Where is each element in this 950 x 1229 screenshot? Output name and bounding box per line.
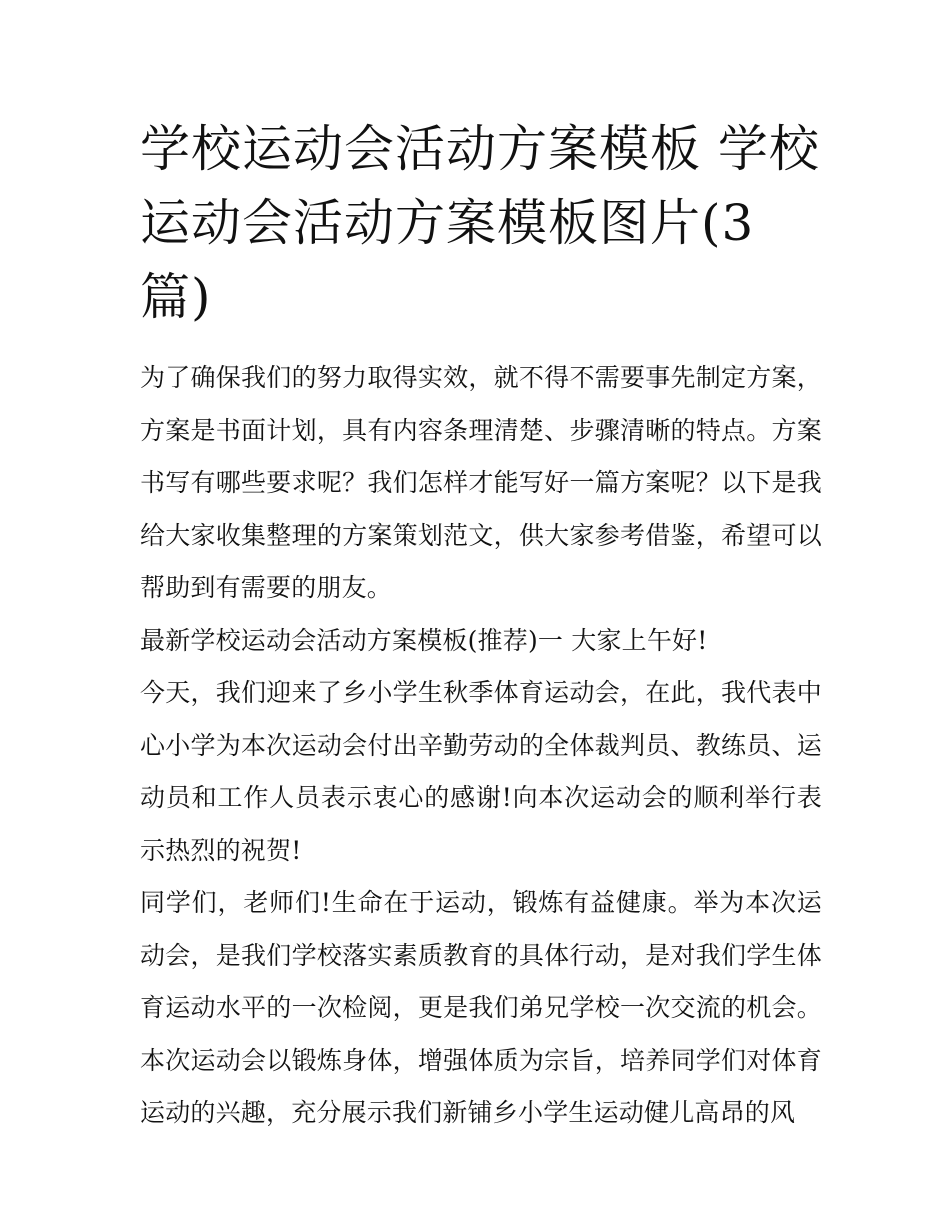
section-heading-paragraph: 最新学校运动会活动方案模板(推荐)一 大家上午好! [140,625,708,655]
greeting-paragraph: 今天，我们迎来了乡小学生秋季体育运动会，在此，我代表中心小学为本次运动会付出辛勤劳动的全体裁判员、教练员、运动员和工作人员表示衷心的感谢!向本次运动会的顺利举行表示热烈的祝贺! [140,678,822,865]
document-body [140,352,822,1140]
document-title: 学校运动会活动方案模板 学校运动会活动方案模板图片(3篇) [140,120,820,326]
content-paragraph: 同学们，老师们!生命在于运动，锻炼有益健康。举为本次运动会，是我们学校落实素质教育的具体行动，是对我们学生体育运动水平的一次检阅，更是我们弟兄学校一次交流的机会。本次运动会以锻炼身体，增强体质为宗旨，培养同学们对体育运动的兴趣，充分展示我们新铺乡小学生运动健儿高昂的风 [140,888,822,1127]
intro-paragraph: 为了确保我们的努力取得实效，就不得不需要事先制定方案，方案是书面计划，具有内容条理清楚、步骤清晰的特点。方案书写有哪些要求呢？我们怎样才能写好一篇方案呢？以下是我给大家收集整理的方案策划范文，供大家参考借鉴，希望可以帮助到有需要的朋友。 [140,363,822,602]
